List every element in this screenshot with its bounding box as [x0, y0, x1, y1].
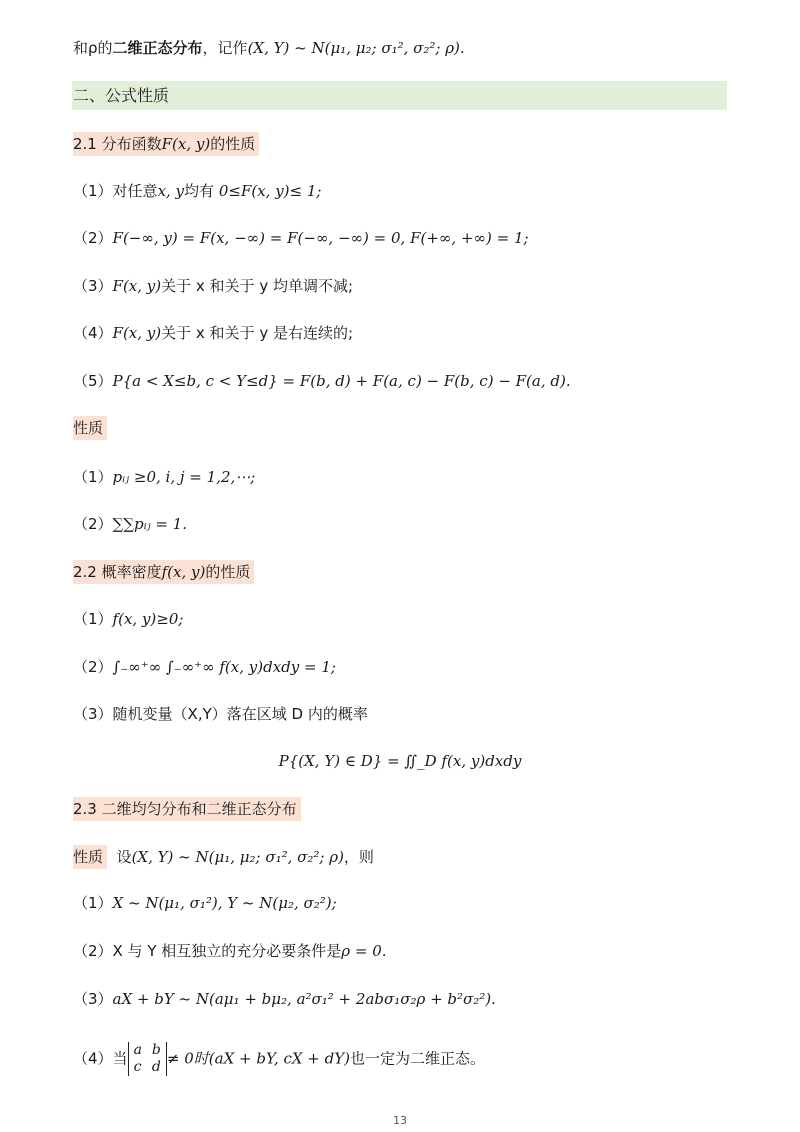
item-number: （1）	[73, 894, 113, 912]
intro-mid: ，记作	[202, 39, 248, 57]
item-math: pᵢⱼ ≥0, i, j = 1,2,⋯;	[112, 468, 256, 486]
heading-2-1	[73, 133, 259, 155]
s21-item-5	[73, 370, 571, 392]
props-label: 性质	[73, 845, 107, 869]
item-number: （1）	[73, 610, 113, 628]
item-math: F(x, y)	[112, 277, 162, 295]
det-entry: d	[151, 1059, 161, 1075]
item-number: （2）	[73, 658, 113, 676]
item-number: （2）	[73, 229, 113, 247]
item-math: ρ = 0.	[341, 942, 387, 960]
s21-item-4	[73, 322, 353, 344]
item-math: x, y	[157, 182, 185, 200]
heading-2-1-text: 2.1 分布函数	[73, 135, 162, 153]
props-item-2	[73, 513, 187, 535]
item-text: 对任意	[112, 182, 158, 200]
props-label-line	[73, 417, 107, 439]
item-number: （5）	[73, 372, 113, 390]
item-math: F(x, y)	[112, 324, 162, 342]
determinant	[128, 1042, 167, 1076]
page-number: 13	[393, 1114, 407, 1127]
item-number: （4）	[73, 1049, 113, 1068]
item-math: X ~ N(μ₁, σ₁²), Y ~ N(μ₂, σ₂²);	[112, 894, 337, 912]
heading-2-2	[73, 561, 254, 583]
s22-item-1	[73, 608, 183, 630]
det-entry: c	[133, 1059, 142, 1075]
item-text: 关于 x 和关于 y 均单调不减;	[161, 277, 354, 295]
intro-term: 二维正态分布	[112, 39, 203, 57]
item-number: （1）	[73, 468, 113, 486]
s23-item-3	[73, 988, 496, 1010]
item-math: 0≤F(x, y)≤ 1;	[218, 182, 322, 200]
item-text: X 与 Y 相互独立的充分必要条件是	[112, 942, 342, 960]
item-number: （4）	[73, 324, 113, 342]
s23-item-2	[73, 940, 387, 962]
item-text: 当	[112, 1049, 128, 1068]
item-number: （1）	[73, 182, 113, 200]
item-number: （3）	[73, 990, 113, 1008]
item-math: ≠ 0时(aX + bY, cX + dY)	[166, 1049, 350, 1068]
item-math: (X, Y) ~ N(μ₁, μ₂; σ₁², σ₂²; ρ)	[131, 848, 344, 866]
props-label: 性质	[73, 416, 107, 440]
item-math: F(−∞, y) = F(x, −∞) = F(−∞, −∞) = 0, F(+∞, +∞) = 1;	[112, 229, 529, 247]
item-math: ∑∑pᵢⱼ = 1.	[112, 515, 187, 533]
heading-2-2-suffix: 的性质	[205, 563, 251, 581]
s23-item-1	[73, 892, 337, 914]
s22-item-2	[73, 656, 336, 678]
s23-prop-line	[73, 846, 374, 868]
props-item-1	[73, 466, 255, 488]
s21-item-1	[73, 180, 321, 202]
item-text: 也一定为二维正态。	[350, 1049, 486, 1068]
det-entry: b	[151, 1042, 161, 1058]
det-entry: a	[133, 1042, 142, 1058]
item-text: 随机变量（X,Y）落在区域 D 内的概率	[112, 705, 368, 723]
section-title: 二、公式性质	[73, 86, 170, 105]
heading-2-3	[73, 798, 301, 820]
item-math: ∫₋∞⁺∞ ∫₋∞⁺∞ f(x, y)dxdy = 1;	[112, 658, 336, 676]
s21-item-3	[73, 275, 353, 297]
item-math: f(x, y)≥0;	[112, 610, 184, 628]
item-number: （3）	[73, 277, 113, 295]
item-text: ，则	[343, 848, 374, 866]
section-header	[72, 81, 727, 110]
item-number: （3）	[73, 705, 113, 723]
item-number: （2）	[73, 942, 113, 960]
intro-prefix: 和ρ的	[73, 39, 113, 57]
intro-formula: (X, Y) ~ N(μ₁, μ₂; σ₁², σ₂²; ρ).	[247, 39, 465, 57]
item-math: P{a < X≤b, c < Y≤d} = F(b, d) + F(a, c) − F(b, c) − F(a, d).	[112, 372, 571, 390]
heading-2-1-suffix: 的性质	[210, 135, 256, 153]
heading-2-3-text: 2.3 二维均匀分布和二维正态分布	[73, 797, 301, 821]
intro-line	[73, 37, 465, 59]
item-text: 设	[116, 848, 132, 866]
heading-2-2-text: 2.2 概率密度	[73, 563, 162, 581]
s23-item-4	[73, 1042, 485, 1076]
region-probability-formula: P{(X, Y) ∈ D} = ∬_D f(x, y)dxdy	[278, 752, 522, 770]
s21-item-2	[73, 227, 529, 249]
item-math: aX + bY ~ N(aμ₁ + bμ₂, a²σ₁² + 2abσ₁σ₂ρ + b²σ₂²).	[112, 990, 496, 1008]
heading-2-1-math: F(x, y)	[161, 135, 211, 153]
heading-2-2-math: f(x, y)	[161, 563, 206, 581]
s22-item-3	[73, 703, 368, 725]
item-text: 关于 x 和关于 y 是右连续的;	[161, 324, 354, 342]
item-number: （2）	[73, 515, 113, 533]
item-text: 均有	[184, 182, 219, 200]
